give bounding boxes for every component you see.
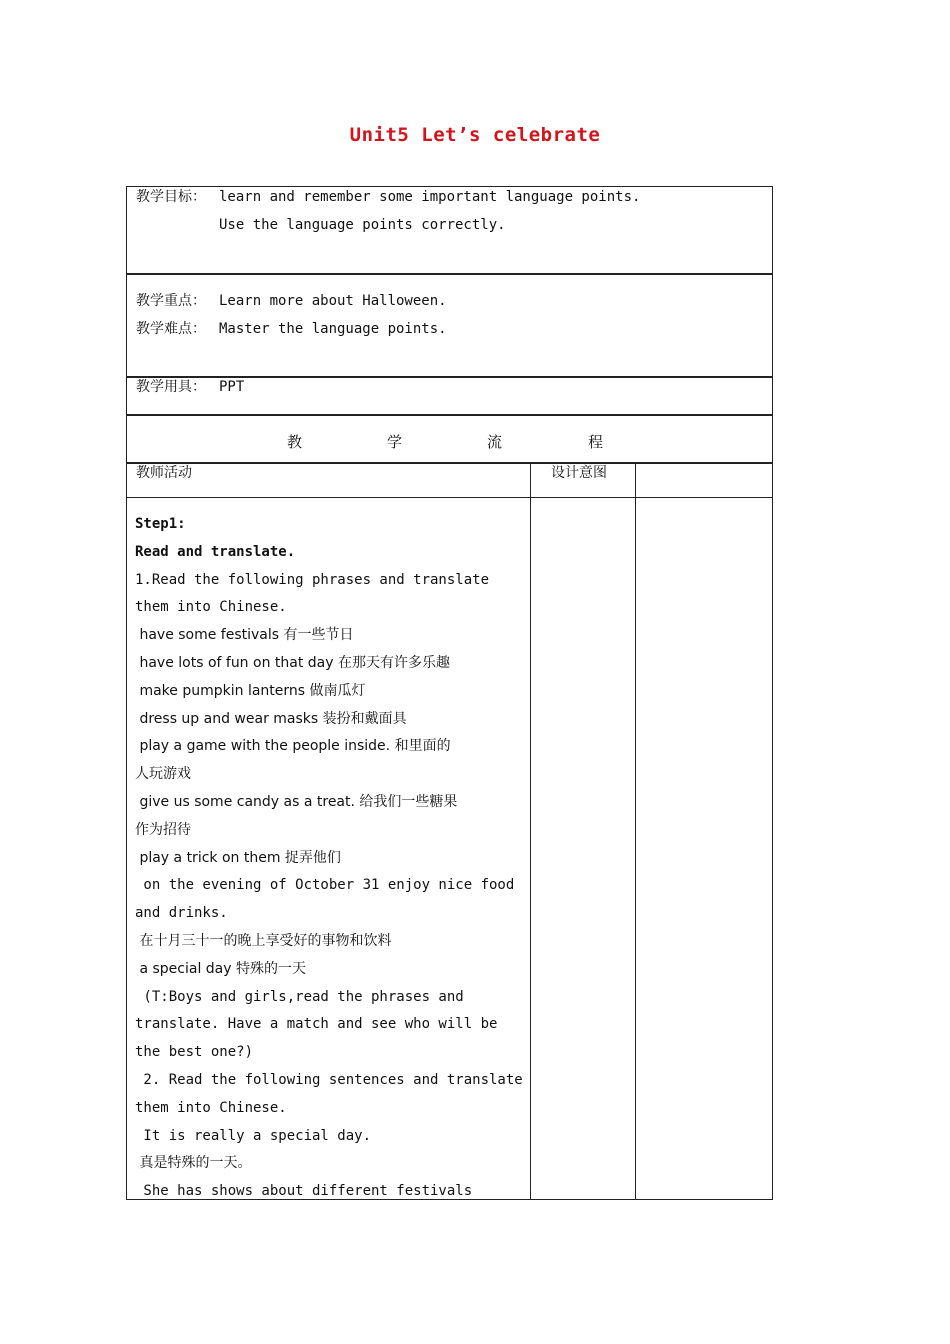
focus-text: Learn more about Halloween. xyxy=(219,293,447,309)
teacher-activity-header: 教师活动 xyxy=(136,465,192,481)
objectives-label: 教学目标： xyxy=(136,189,206,205)
content-line: the best one?) xyxy=(135,1044,254,1061)
content-line: Step1: xyxy=(135,516,186,532)
activity-table xyxy=(126,462,773,1200)
content-line: on the evening of October 31 enjoy nice food xyxy=(135,877,515,894)
column-divider-1 xyxy=(530,463,531,1199)
document-title: Unit5 Let’s celebrate xyxy=(349,124,601,146)
content-line: (T:Boys and girls,read the phrases and xyxy=(135,988,464,1005)
process-char-4: 程 xyxy=(588,433,604,451)
content-line: 1.Read the following phrases and translate xyxy=(135,571,490,588)
focus-label: 教学重点： xyxy=(136,293,206,309)
content-line: She has shows about different festivals xyxy=(135,1183,473,1200)
content-line: them into Chinese. xyxy=(135,599,287,616)
objective-line-2: Use the language points correctly. xyxy=(219,217,506,233)
content-line: make pumpkin lanterns 做南瓜灯 xyxy=(135,682,366,699)
objectives-section xyxy=(126,186,773,275)
difficulty-label: 教学难点： xyxy=(136,321,206,337)
design-intent-header: 设计意图 xyxy=(551,465,607,481)
process-char-2: 学 xyxy=(387,433,403,451)
content-line: play a trick on them 捉弄他们 xyxy=(135,849,341,866)
content-line: It is really a special day. xyxy=(135,1127,372,1144)
process-char-3: 流 xyxy=(487,433,503,451)
content-line: dress up and wear masks 装扮和戴面具 xyxy=(135,710,407,727)
tools-section xyxy=(126,376,773,416)
key-points-section xyxy=(126,273,773,378)
content-line: them into Chinese. xyxy=(135,1099,287,1116)
content-line: 在十月三十一的晚上享受好的事物和饮料 xyxy=(135,933,392,949)
content-line: translate. Have a match and see who will be xyxy=(135,1016,498,1033)
objective-line-1: learn and remember some important language points. xyxy=(219,189,641,205)
content-line: have lots of fun on that day 在那天有许多乐趣 xyxy=(135,655,450,671)
tools-label: 教学用具： xyxy=(136,379,206,395)
process-char-1: 教 xyxy=(287,433,303,451)
content-line: Read and translate. xyxy=(135,543,296,560)
content-line: 2. Read the following sentences and translate xyxy=(135,1072,523,1088)
header-divider xyxy=(127,497,772,498)
process-header xyxy=(126,414,773,464)
content-line: play a game with the people inside. 和里面的 xyxy=(135,738,451,755)
content-line: have some festivals 有一些节日 xyxy=(135,627,354,644)
content-line: a special day 特殊的一天 xyxy=(135,960,306,977)
content-line: 真是特殊的一天。 xyxy=(135,1155,252,1172)
tools-value: PPT xyxy=(219,379,245,395)
difficulty-text: Master the language points. xyxy=(219,321,447,337)
content-line: and drinks. xyxy=(135,905,228,922)
content-line: 作为招待 xyxy=(135,821,191,838)
column-divider-2 xyxy=(635,463,636,1199)
content-line: give us some candy as a treat. 给我们一些糖果 xyxy=(135,794,458,810)
content-line: 人玩游戏 xyxy=(135,766,191,783)
